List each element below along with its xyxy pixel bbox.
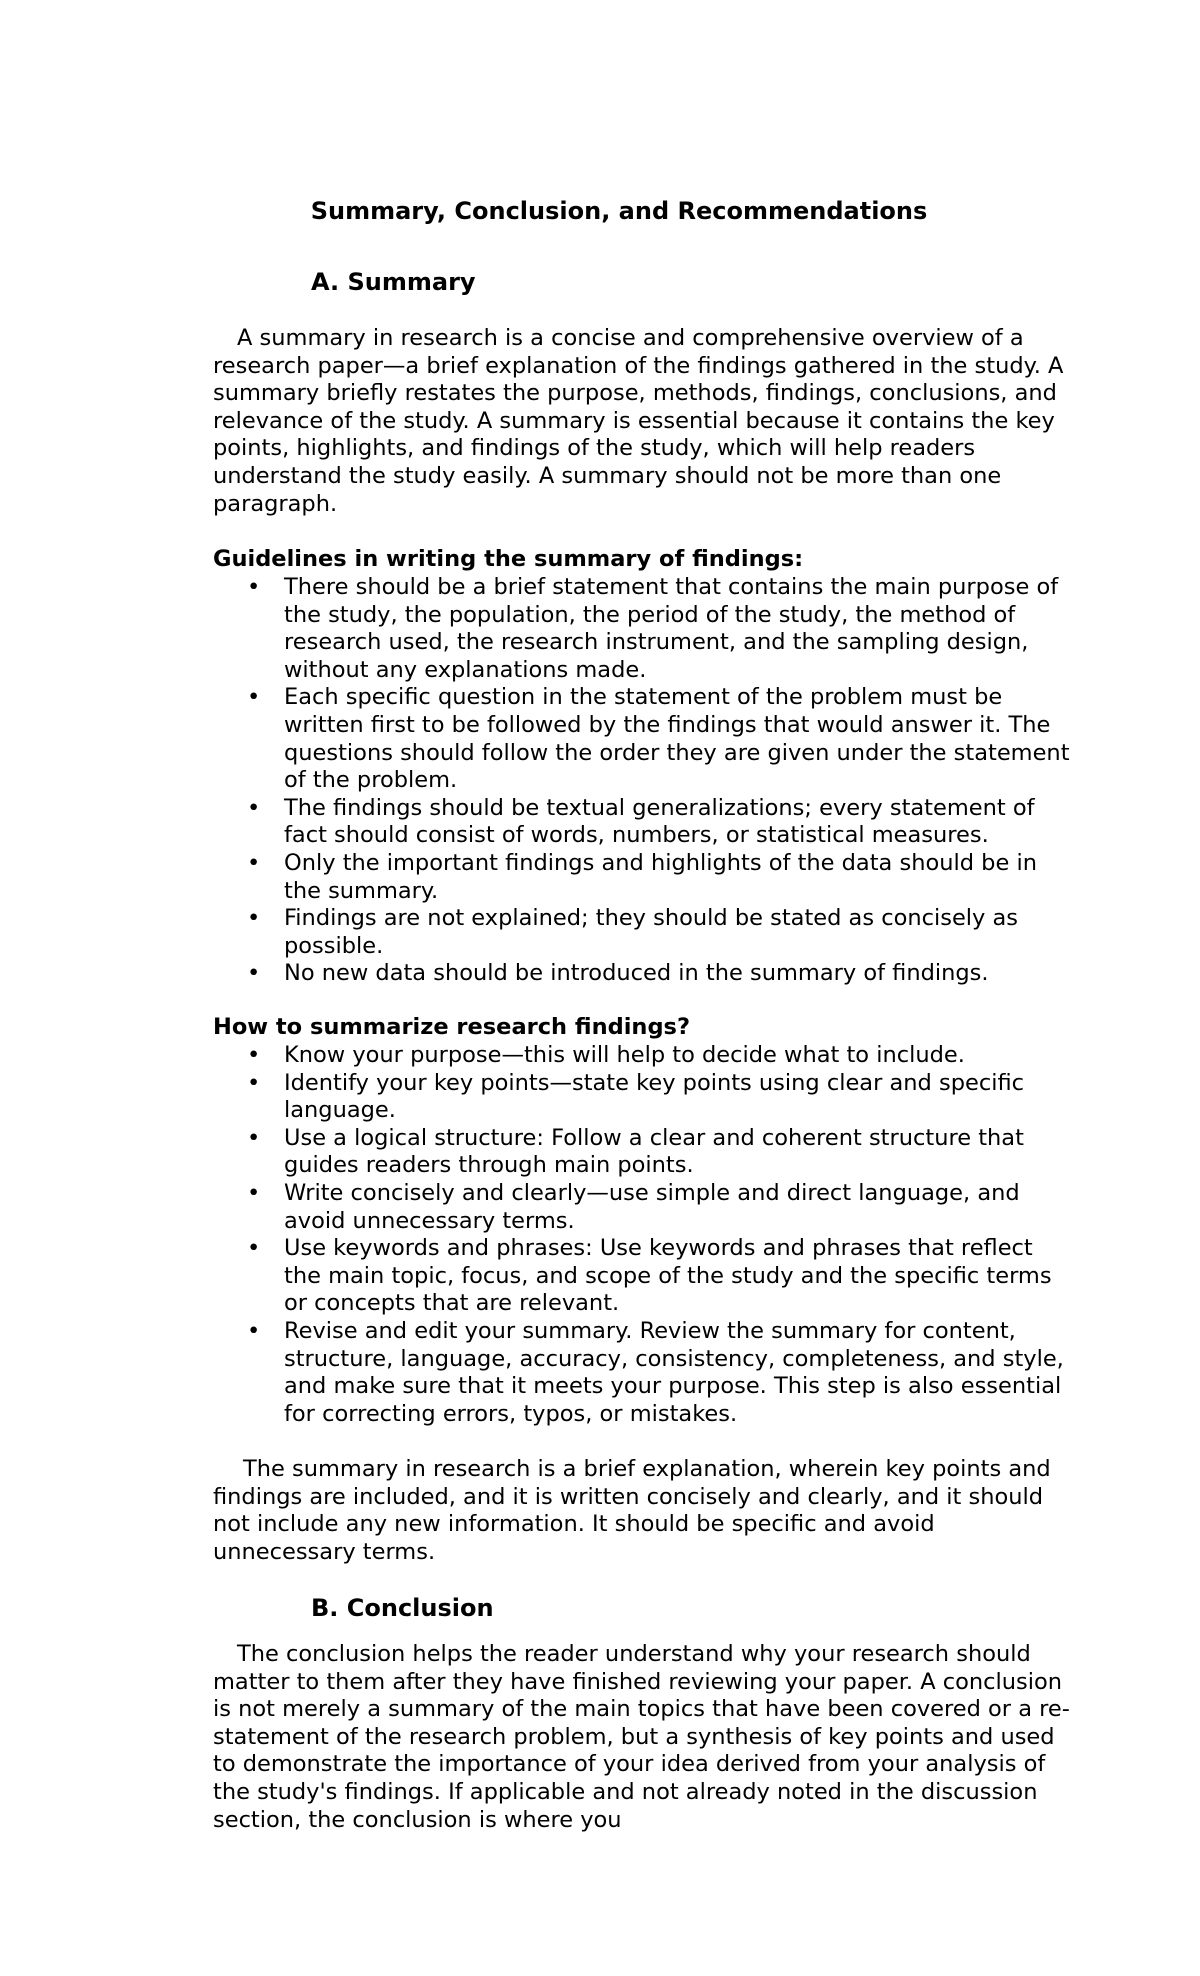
list-item: • Each specific question in the statement of the problem must be written first to be followed by the findings that would answer it. The questions should follow the order they are given under the statement of the problem. [213, 684, 1073, 794]
summary-closing-paragraph: The summary in research is a brief explanation, wherein key points and findings are included, and it is written concisely and clearly, and it should not include any new information. It should be specific and avoid unnecessary terms. [213, 1456, 1051, 1565]
conclusion-intro-paragraph: The conclusion helps the reader understand why your research should matter to them after they have finished reviewing your paper. A conclusion is not merely a summary of the main topics that have been covered or a re-statement of the research problem, but a synthesis of key points and used to demonstrate the importance of your idea derived from your analysis of the study's findings. If applicable and not already noted in the discussion section, the conclusion is where you [213, 1641, 1070, 1833]
list-item: • Write concisely and clearly—use simple and direct language, and avoid unnecessary terms. [213, 1180, 1073, 1235]
guidelines-heading: Guidelines in writing the summary of findings: [213, 546, 804, 572]
how-to-list [213, 1042, 1073, 1428]
section-b-heading: B. Conclusion [311, 1594, 494, 1622]
summary-intro-paragraph: A summary in research is a concise and comprehensive overview of a research paper—a brief explanation of the findings gathered in the study. A summary briefly restates the purpose, methods, findings, conclusions, and relevance of the study. A summary is essential because it contains the key points, highlights, and findings of the study, which will help readers understand the study easily. A summary should not be more than one paragraph. [213, 325, 1064, 517]
list-item: • There should be a brief statement that contains the main purpose of the study, the population, the period of the study, the method of research used, the research instrument, and the sampling design, without any explanations made. [213, 574, 1073, 684]
list-item: • Use a logical structure: Follow a clear and coherent structure that guides readers through main points. [213, 1125, 1073, 1180]
list-item: • Only the important findings and highlights of the data should be in the summary. [213, 850, 1073, 905]
how-to-heading: How to summarize research findings? [213, 1014, 690, 1040]
section-a-heading: A. Summary [311, 268, 476, 296]
list-item: • The findings should be textual generalizations; every statement of fact should consist of words, numbers, or statistical measures. [213, 795, 1073, 850]
list-item: • No new data should be introduced in the summary of findings. [213, 960, 1073, 988]
list-item: • Use keywords and phrases: Use keywords and phrases that reflect the main topic, focus, and scope of the study and the specific terms or concepts that are relevant. [213, 1235, 1073, 1318]
list-item: • Revise and edit your summary. Review the summary for content, structure, language, accuracy, consistency, completeness, and style, and make sure that it meets your purpose. This step is also essential for correcting errors, typos, or mistakes. [213, 1318, 1073, 1428]
list-item: • Identify your key points—state key points using clear and specific language. [213, 1070, 1073, 1125]
document-title: Summary, Conclusion, and Recommendations [310, 197, 928, 225]
list-item: • Findings are not explained; they should be stated as concisely as possible. [213, 905, 1073, 960]
list-item: • Know your purpose—this will help to decide what to include. [213, 1042, 1073, 1070]
guidelines-list [213, 574, 1073, 988]
